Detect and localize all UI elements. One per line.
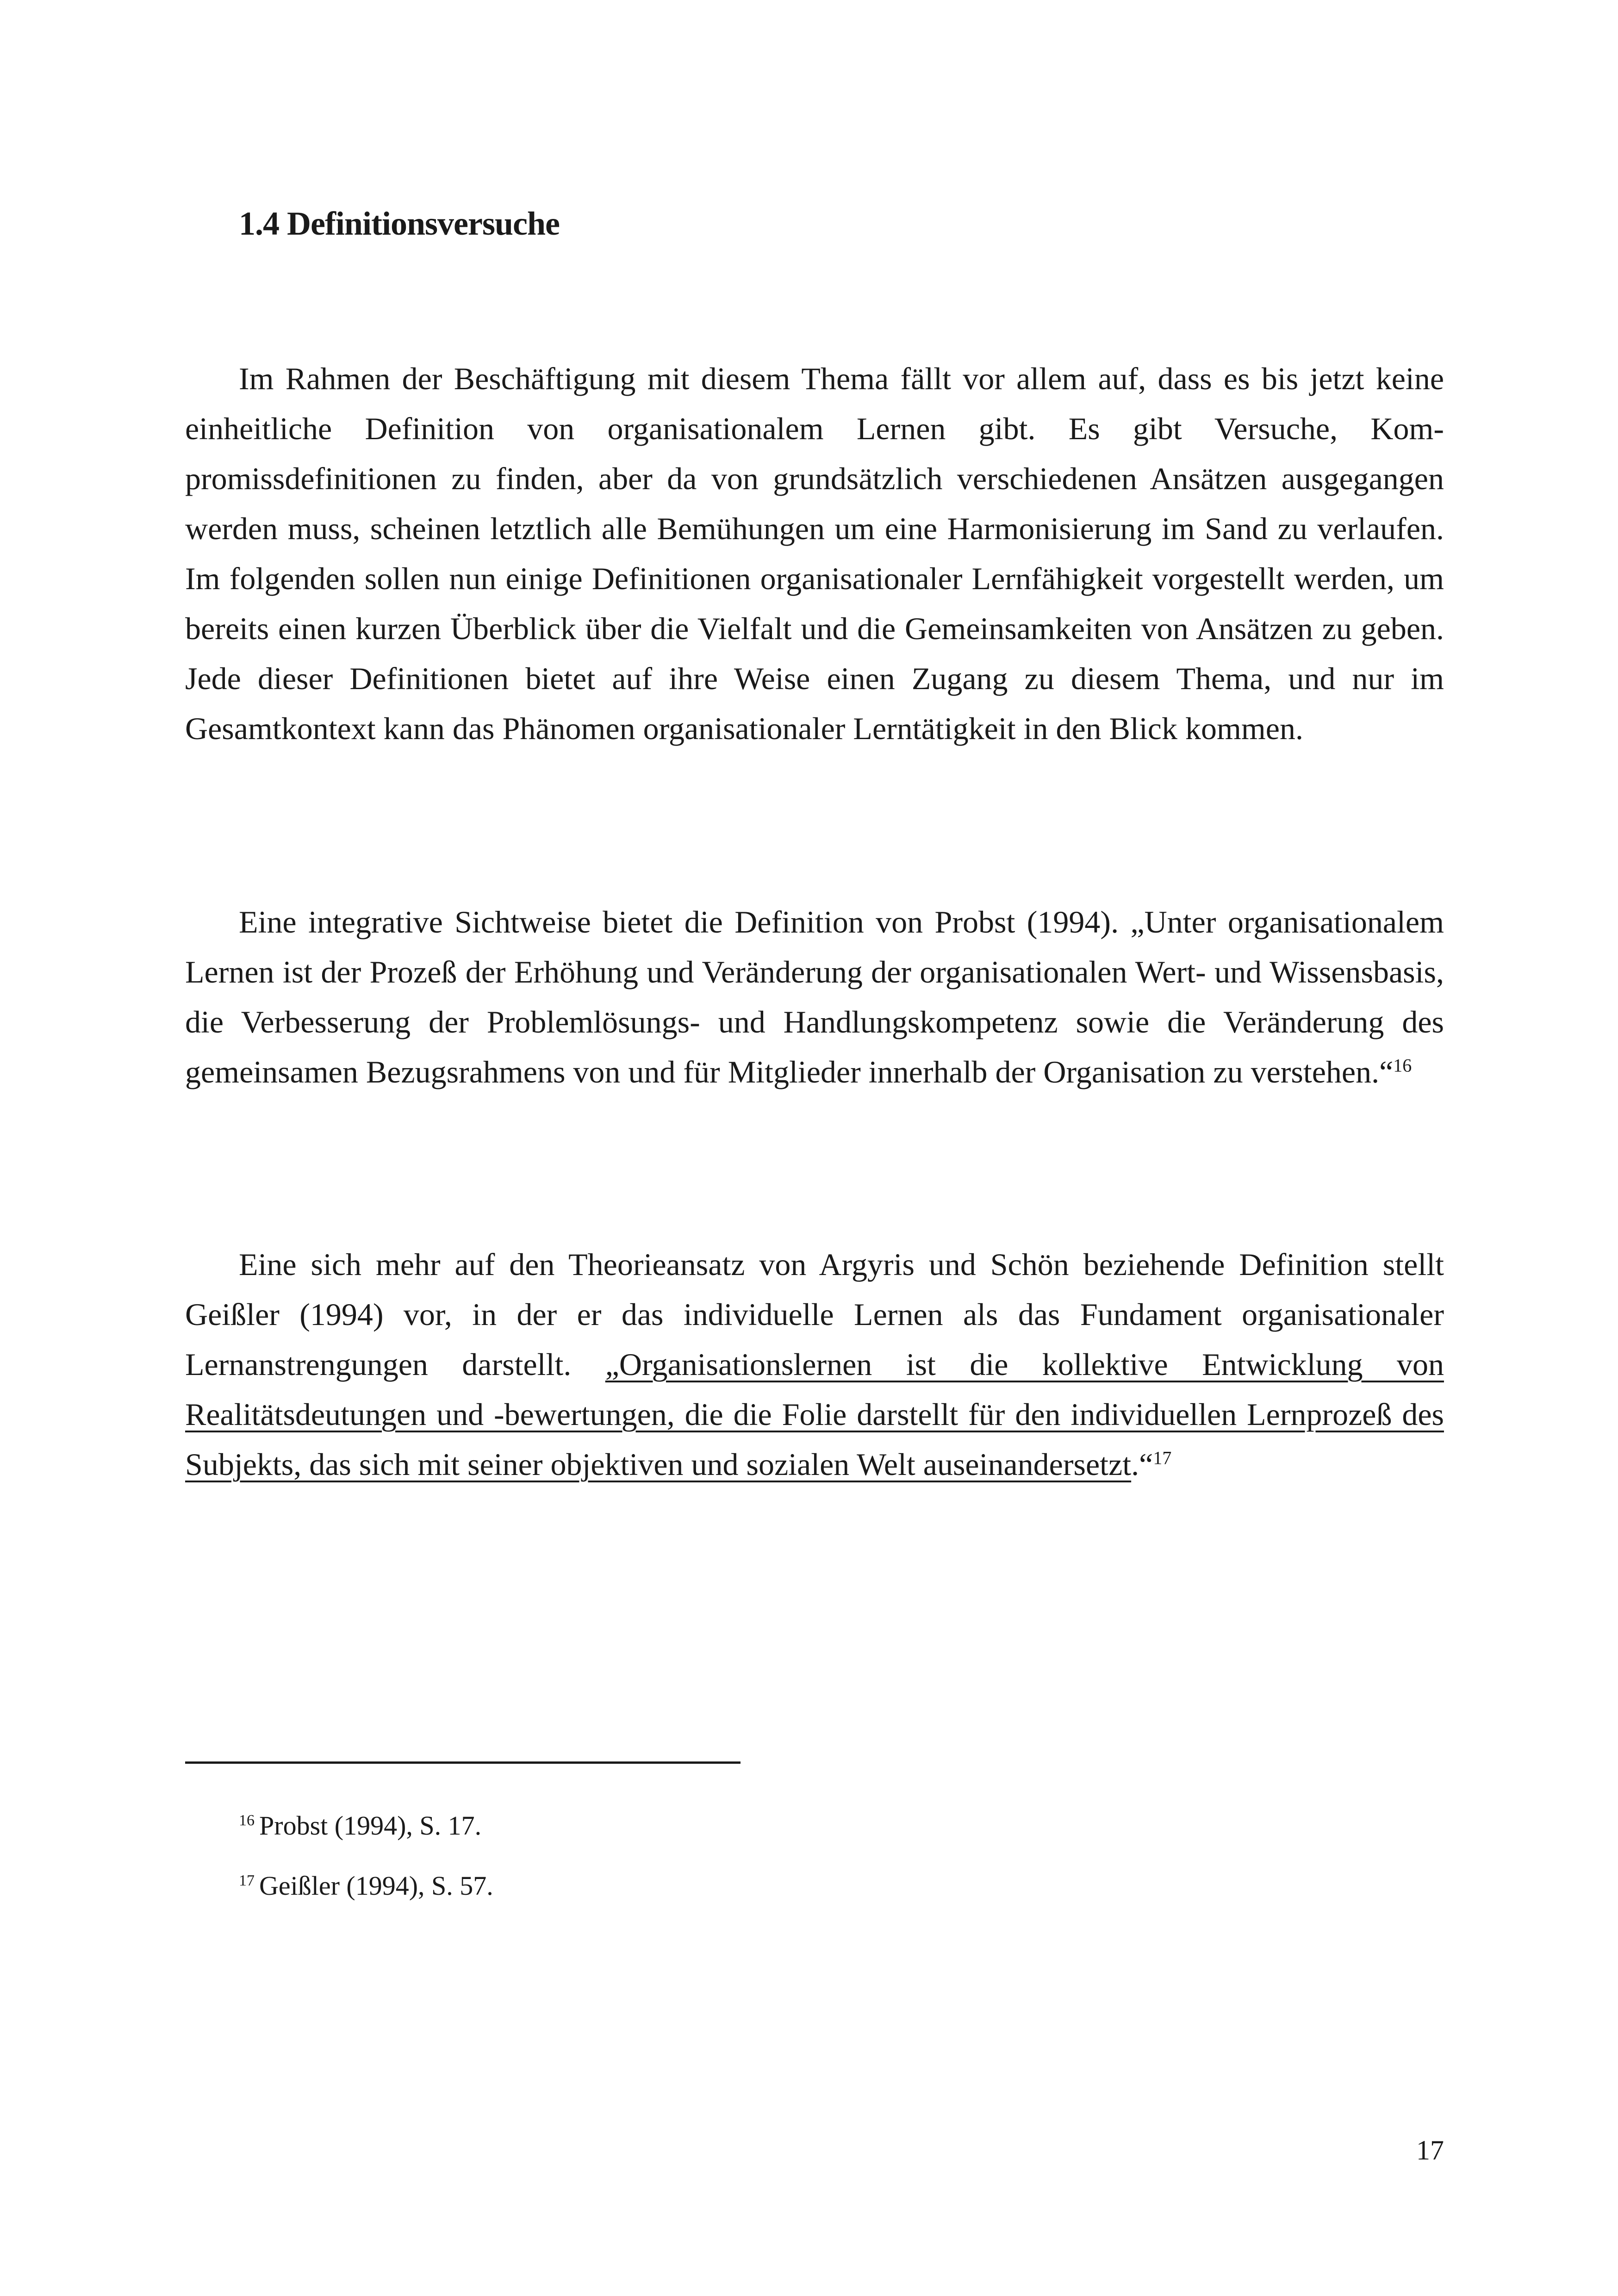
footnote-reference[interactable]: 17 xyxy=(1153,1447,1172,1468)
paragraph-geissler-definition xyxy=(185,1239,1444,1489)
paragraph-text: Im Rahmen der Beschäftigung mit diesem Thema fällt vor allem auf, dass es bis jetzt keine einheitliche Definition von organisationalem Lernen gibt. Es gibt Versuche, Kompromissdefinitionen zu finden, aber da von grundsätzlich verschiedenen Ansätzen ausgegangen werden muss, scheinen letztlich alle Bemühungen um eine Harmonisierung im Sand zu verlaufen. Im folgenden sollen nun einige Definitionen organisationaler Lernfähigkeit vorgestellt werden, um bereits einen kurzen Überblick über die Vielfalt und die Gemeinsamkeiten von Ansätzen zu geben. Jede dieser Definitionen bietet auf ihre Weise einen Zugang zu diesem Thema, und nur im Gesamtkontext kann das Phänomen organisationaler Lerntätigkeit in den Blick kommen. xyxy=(185,361,1444,746)
footnote-number: 16 xyxy=(239,1811,255,1829)
footnote-text: Geißler (1994), S. 57. xyxy=(259,1871,493,1901)
paragraph-definitions-intro xyxy=(185,354,1444,753)
paragraph-text: Eine integrative Sichtweise bietet die Definition von Probst (1994). „Unter organisationalem Lernen ist der Prozeß der Erhöhung und Veränderung der organisationalen Wert- und Wissensbasis, die Verbesserung der Problemlösungs- und Handlungskompetenz sowie die Veränderung des gemeinsamen Bezugsrahmens von und für Mitglieder innerhalb der Organisation zu verstehen.“ xyxy=(185,904,1444,1089)
footnote-separator xyxy=(185,1761,741,1764)
section-heading: 1.4 Definitionsversuche xyxy=(239,205,560,242)
footnote-item xyxy=(239,1810,481,1842)
footnote-item xyxy=(239,1870,493,1902)
footnote-text: Probst (1994), S. 17. xyxy=(259,1811,482,1841)
footnote-number: 17 xyxy=(239,1872,255,1889)
paragraph-probst-definition xyxy=(185,897,1444,1097)
footnote-reference[interactable]: 16 xyxy=(1393,1055,1412,1076)
paragraph-text: Eine sich mehr auf den Theorieansatz von Argyris und Schön beziehende Definition stellt Geißler (1994) vor, in der er das individuelle Lernen als das Fundament organisationaler Lernanstrengungen darstellt. xyxy=(185,1247,1444,1382)
underlined-quote: „Organisationslernen ist die kollektive Entwicklung von Realitätsdeutungen und -bewertungen, die die Folie darstellt für den individuellen Lernprozeß des Subjekts, das sich mit seiner objektiven und sozialen Welt auseinandersetzt xyxy=(185,1347,1444,1482)
page-number: 17 xyxy=(1416,2135,1444,2165)
quote-closing-mark: .“ xyxy=(1131,1447,1153,1482)
